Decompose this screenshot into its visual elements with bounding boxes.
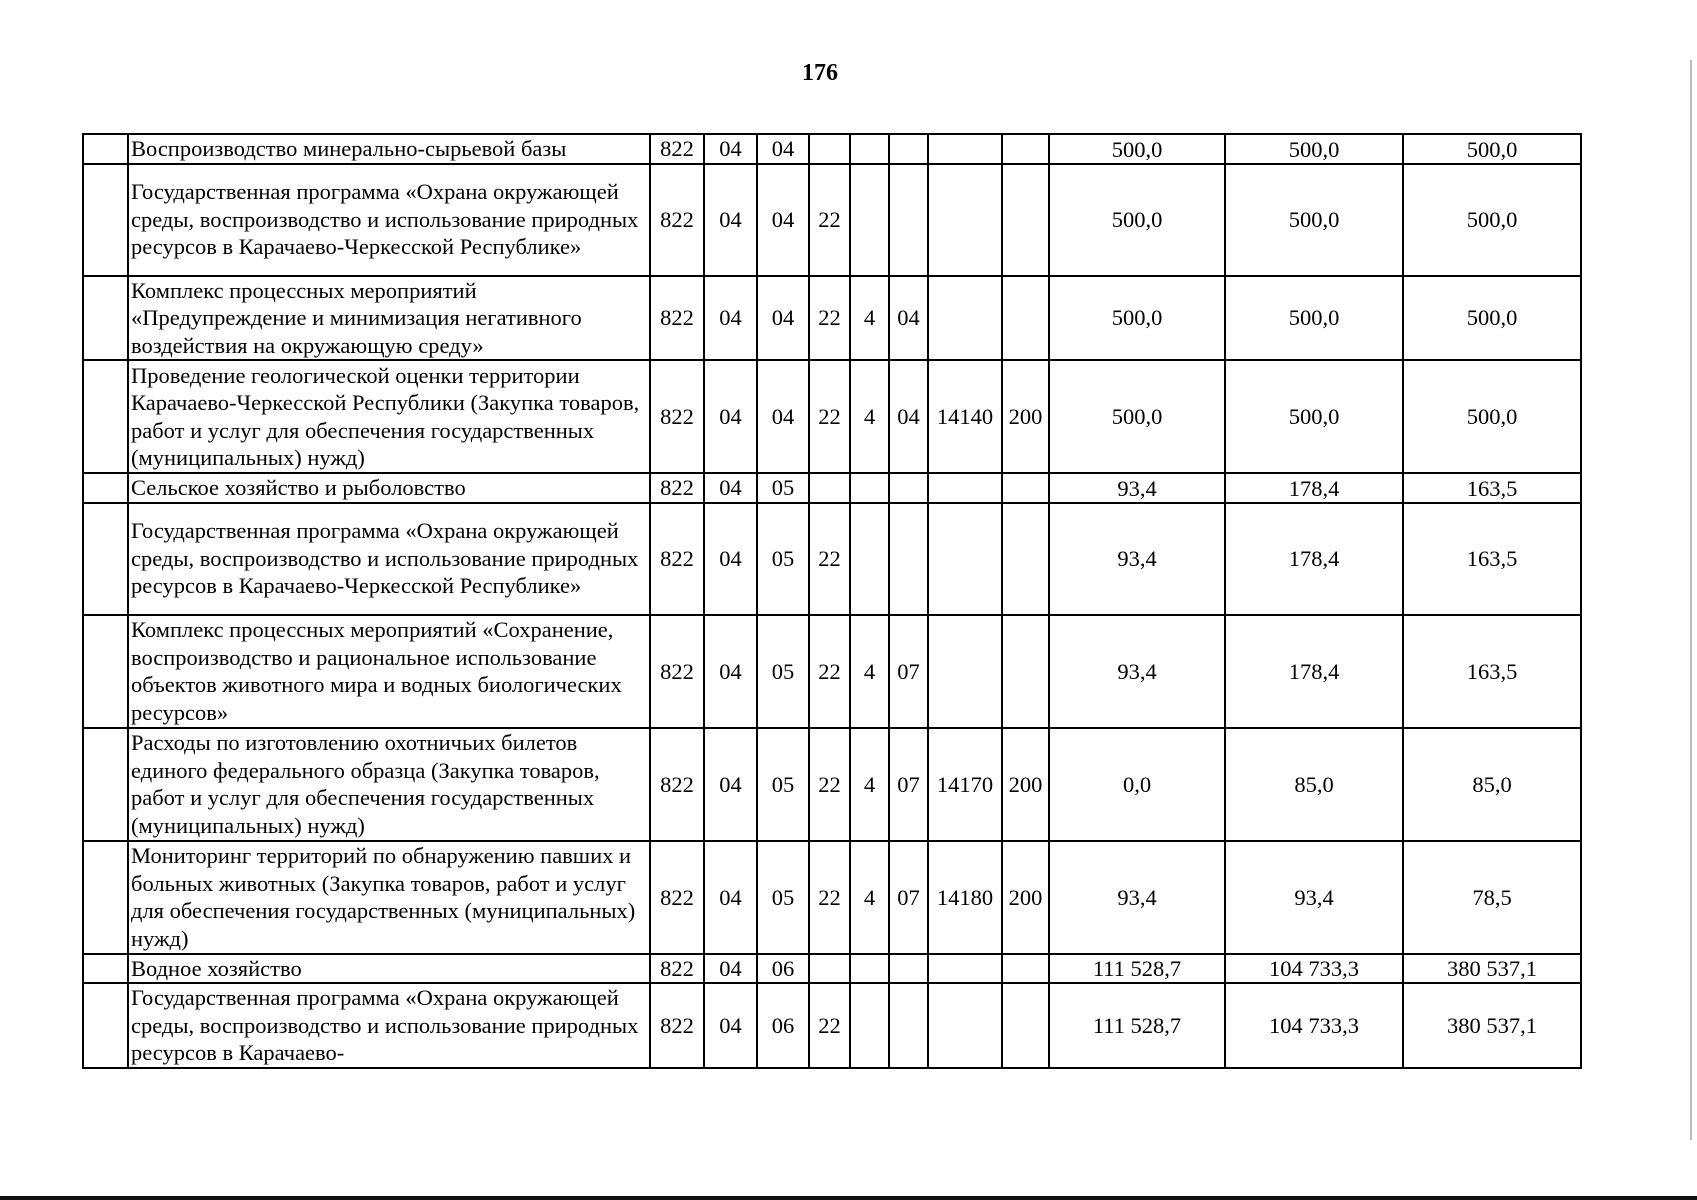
- amount-cell: 93,4: [1049, 503, 1225, 615]
- row-number-cell: [83, 983, 128, 1068]
- code-cell: 04: [704, 473, 757, 503]
- code-cell: [850, 164, 889, 276]
- code-cell: [809, 954, 850, 984]
- code-cell: [1002, 276, 1049, 361]
- item-name-cell: Проведение геологической оценки территории Карачаево-Черкесской Республики (Закупка товаров, работ и услуг для обеспечения государственных (муниципальных) нужд): [128, 360, 650, 473]
- code-cell: 04: [704, 360, 757, 473]
- code-cell: 22: [809, 728, 850, 841]
- code-cell: 14140: [928, 360, 1002, 473]
- code-cell: [928, 954, 1002, 984]
- amount-cell: 111 528,7: [1049, 954, 1225, 984]
- row-number-cell: [83, 164, 128, 276]
- amount-cell: 0,0: [1049, 728, 1225, 841]
- amount-cell: 163,5: [1403, 503, 1581, 615]
- table-row: [83, 134, 1581, 164]
- code-cell: [850, 473, 889, 503]
- code-cell: 14180: [928, 841, 1002, 954]
- code-cell: 200: [1002, 728, 1049, 841]
- code-cell: [1002, 503, 1049, 615]
- code-cell: 22: [809, 276, 850, 361]
- code-cell: 822: [650, 615, 704, 728]
- row-number-cell: [83, 841, 128, 954]
- amount-cell: 85,0: [1225, 728, 1403, 841]
- item-name-cell: Сельское хозяйство и рыболовство: [128, 473, 650, 503]
- code-cell: [928, 134, 1002, 164]
- row-number-cell: [83, 954, 128, 984]
- amount-cell: 500,0: [1049, 134, 1225, 164]
- table-row: [83, 164, 1581, 276]
- item-name-cell: Комплекс процессных мероприятий «Сохранение, воспроизводство и рациональное использование объектов животного мира и водных биологических ресурсов»: [128, 615, 650, 728]
- code-cell: [889, 473, 928, 503]
- amount-cell: 500,0: [1225, 360, 1403, 473]
- item-name-cell: Комплекс процессных мероприятий «Предупреждение и минимизация негативного воздействия на окружающую среду»: [128, 276, 650, 361]
- amount-cell: 500,0: [1403, 134, 1581, 164]
- code-cell: 4: [850, 728, 889, 841]
- amount-cell: 85,0: [1403, 728, 1581, 841]
- amount-cell: 93,4: [1049, 615, 1225, 728]
- amount-cell: 178,4: [1225, 503, 1403, 615]
- code-cell: 14170: [928, 728, 1002, 841]
- code-cell: [1002, 164, 1049, 276]
- amount-cell: 380 537,1: [1403, 983, 1581, 1068]
- item-name-cell: Государственная программа «Охрана окружающей среды, воспроизводство и использование природных ресурсов в Карачаево-Черкесской Республике»: [128, 503, 650, 615]
- code-cell: [889, 503, 928, 615]
- item-name-cell: Мониторинг территорий по обнаружению павших и больных животных (Закупка товаров, работ и услуг для обеспечения государственных (муниципальных) нужд): [128, 841, 650, 954]
- code-cell: 04: [704, 728, 757, 841]
- item-name-cell: Воспроизводство минерально-сырьевой базы: [128, 134, 650, 164]
- code-cell: [889, 954, 928, 984]
- amount-cell: 500,0: [1049, 360, 1225, 473]
- amount-cell: 500,0: [1225, 134, 1403, 164]
- row-number-cell: [83, 615, 128, 728]
- scan-bottom-edge: [0, 1196, 1697, 1200]
- amount-cell: 78,5: [1403, 841, 1581, 954]
- budget-table: [82, 133, 1582, 1069]
- code-cell: [809, 134, 850, 164]
- code-cell: 05: [757, 473, 809, 503]
- amount-cell: 500,0: [1225, 164, 1403, 276]
- code-cell: [1002, 134, 1049, 164]
- code-cell: 07: [889, 728, 928, 841]
- code-cell: 200: [1002, 841, 1049, 954]
- amount-cell: 500,0: [1225, 276, 1403, 361]
- code-cell: [1002, 954, 1049, 984]
- code-cell: 05: [757, 503, 809, 615]
- amount-cell: 500,0: [1049, 276, 1225, 361]
- code-cell: 4: [850, 615, 889, 728]
- table-row: [83, 473, 1581, 503]
- scan-edge: [1690, 60, 1692, 1140]
- amount-cell: 93,4: [1049, 473, 1225, 503]
- code-cell: 822: [650, 360, 704, 473]
- code-cell: [928, 503, 1002, 615]
- code-cell: 04: [704, 164, 757, 276]
- code-cell: 04: [757, 134, 809, 164]
- code-cell: 07: [889, 615, 928, 728]
- row-number-cell: [83, 134, 128, 164]
- code-cell: [850, 954, 889, 984]
- code-cell: 4: [850, 360, 889, 473]
- code-cell: [850, 983, 889, 1068]
- code-cell: 04: [757, 164, 809, 276]
- code-cell: 04: [704, 841, 757, 954]
- table-body: [83, 134, 1581, 1068]
- code-cell: 07: [889, 841, 928, 954]
- code-cell: 822: [650, 503, 704, 615]
- code-cell: 22: [809, 983, 850, 1068]
- row-number-cell: [83, 276, 128, 361]
- code-cell: 06: [757, 954, 809, 984]
- item-name-cell: Государственная программа «Охрана окружающей среды, воспроизводство и использование природных ресурсов в Карачаево-Черкесской Республике»: [128, 164, 650, 276]
- code-cell: 05: [757, 841, 809, 954]
- code-cell: 05: [757, 728, 809, 841]
- code-cell: 04: [704, 615, 757, 728]
- code-cell: [889, 983, 928, 1068]
- amount-cell: 163,5: [1403, 473, 1581, 503]
- row-number-cell: [83, 473, 128, 503]
- code-cell: [928, 615, 1002, 728]
- amount-cell: 104 733,3: [1225, 954, 1403, 984]
- code-cell: [809, 473, 850, 503]
- code-cell: 822: [650, 134, 704, 164]
- code-cell: 822: [650, 728, 704, 841]
- code-cell: 04: [704, 954, 757, 984]
- code-cell: 822: [650, 983, 704, 1068]
- amount-cell: 93,4: [1049, 841, 1225, 954]
- code-cell: [850, 503, 889, 615]
- code-cell: [928, 983, 1002, 1068]
- code-cell: [1002, 983, 1049, 1068]
- amount-cell: 178,4: [1225, 615, 1403, 728]
- code-cell: [1002, 473, 1049, 503]
- amount-cell: 178,4: [1225, 473, 1403, 503]
- code-cell: 04: [704, 134, 757, 164]
- code-cell: 22: [809, 164, 850, 276]
- code-cell: 04: [704, 503, 757, 615]
- row-number-cell: [83, 728, 128, 841]
- code-cell: 04: [757, 276, 809, 361]
- amount-cell: 93,4: [1225, 841, 1403, 954]
- amount-cell: 111 528,7: [1049, 983, 1225, 1068]
- code-cell: 822: [650, 954, 704, 984]
- table-row: [83, 954, 1581, 984]
- code-cell: 04: [704, 276, 757, 361]
- amount-cell: 380 537,1: [1403, 954, 1581, 984]
- page-number: 176: [802, 60, 838, 86]
- amount-cell: 163,5: [1403, 615, 1581, 728]
- item-name-cell: Водное хозяйство: [128, 954, 650, 984]
- code-cell: 04: [889, 276, 928, 361]
- code-cell: 04: [889, 360, 928, 473]
- code-cell: [889, 134, 928, 164]
- code-cell: [928, 473, 1002, 503]
- amount-cell: 500,0: [1049, 164, 1225, 276]
- code-cell: 4: [850, 276, 889, 361]
- table-row: [83, 276, 1581, 361]
- code-cell: 22: [809, 841, 850, 954]
- code-cell: 22: [809, 615, 850, 728]
- row-number-cell: [83, 360, 128, 473]
- row-number-cell: [83, 503, 128, 615]
- table-row: [83, 503, 1581, 615]
- item-name-cell: Государственная программа «Охрана окружающей среды, воспроизводство и использование природных ресурсов в Карачаево-: [128, 983, 650, 1068]
- code-cell: 22: [809, 503, 850, 615]
- table-row: [83, 983, 1581, 1068]
- code-cell: 04: [704, 983, 757, 1068]
- code-cell: 22: [809, 360, 850, 473]
- table-row: [83, 841, 1581, 954]
- code-cell: 4: [850, 841, 889, 954]
- code-cell: 822: [650, 276, 704, 361]
- code-cell: 822: [650, 473, 704, 503]
- code-cell: 05: [757, 615, 809, 728]
- table-row: [83, 360, 1581, 473]
- code-cell: 04: [757, 360, 809, 473]
- code-cell: 822: [650, 841, 704, 954]
- code-cell: [889, 164, 928, 276]
- code-cell: [850, 134, 889, 164]
- amount-cell: 104 733,3: [1225, 983, 1403, 1068]
- table-row: [83, 615, 1581, 728]
- code-cell: [928, 164, 1002, 276]
- code-cell: 822: [650, 164, 704, 276]
- table-row: [83, 728, 1581, 841]
- code-cell: [928, 276, 1002, 361]
- code-cell: 06: [757, 983, 809, 1068]
- item-name-cell: Расходы по изготовлению охотничьих билетов единого федерального образца (Закупка товаров, работ и услуг для обеспечения государственных (муниципальных) нужд): [128, 728, 650, 841]
- amount-cell: 500,0: [1403, 164, 1581, 276]
- code-cell: [1002, 615, 1049, 728]
- amount-cell: 500,0: [1403, 360, 1581, 473]
- code-cell: 200: [1002, 360, 1049, 473]
- amount-cell: 500,0: [1403, 276, 1581, 361]
